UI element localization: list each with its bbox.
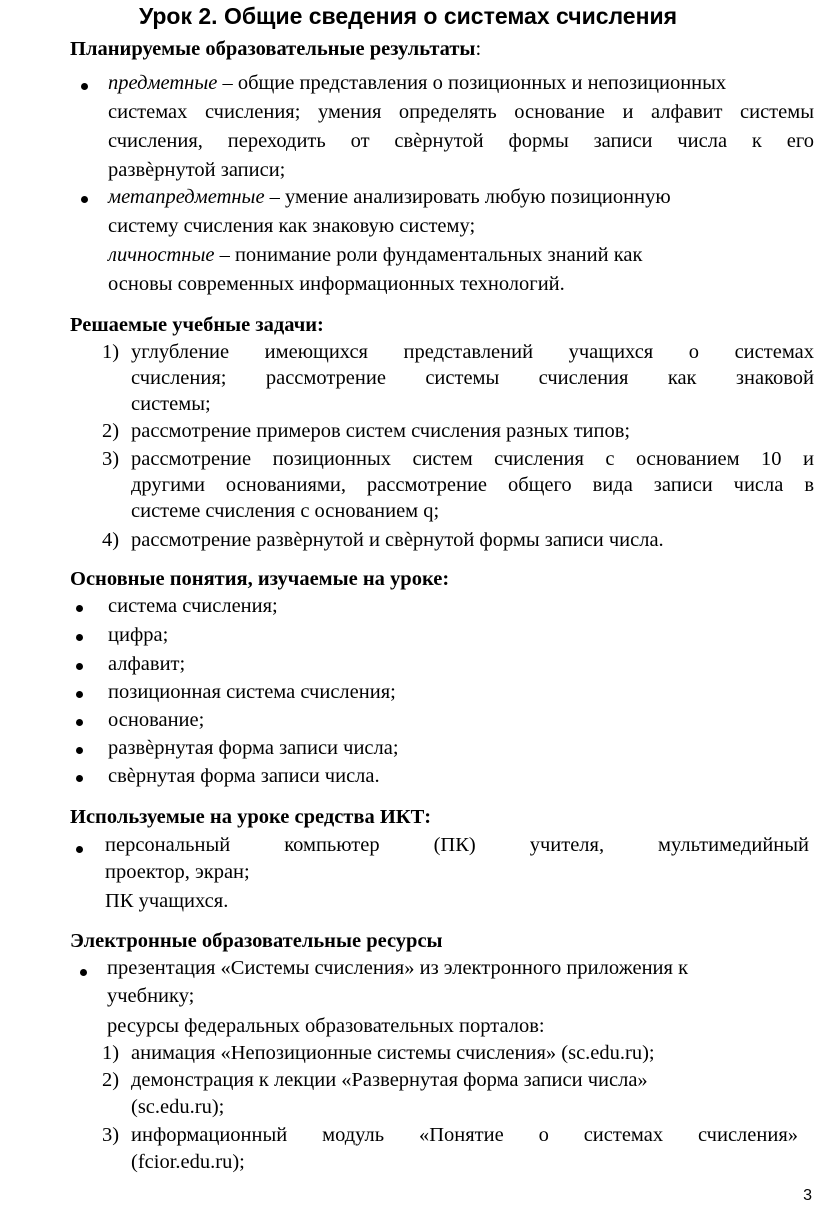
ict-heading: Используемые на уроке средства ИКТ: (70, 806, 432, 828)
resource-3-line-2: (fcior.edu.ru); (131, 1151, 245, 1173)
bullet-icon (76, 691, 83, 698)
meta-label: метапредметные (108, 186, 265, 208)
tasks-heading: Решаемые учебные задачи: (70, 314, 324, 336)
page-title: Урок 2. Общие сведения о системах счисления (138, 3, 678, 29)
results-heading-text: Планируемые образовательные результаты (70, 38, 476, 60)
subject-line-4: развѐрнутой записи; (108, 159, 286, 181)
bullet-icon (76, 634, 83, 641)
resources-heading: Электронные образовательные ресурсы (70, 930, 443, 952)
bullet-icon (76, 747, 83, 754)
bullet-icon (81, 83, 88, 90)
bullet-icon (76, 605, 83, 612)
bullet-icon (76, 719, 83, 726)
task-3-line-3: системе счисления с основанием q; (131, 500, 440, 522)
concept-item: алфавит; (108, 653, 186, 675)
concept-item: свѐрнутая форма записи числа. (108, 765, 380, 787)
resources-line-2: учебнику; (107, 985, 195, 1007)
bullet-icon (76, 775, 83, 782)
ict-line-2: проектор, экран; (105, 861, 250, 883)
resource-2-line-2: (sc.edu.ru); (131, 1096, 225, 1118)
resource-number: 3) (102, 1124, 120, 1146)
personal-line-2: основы современных информационных технологий. (108, 273, 565, 295)
resources-line-3: ресурсы федеральных образовательных порталов: (107, 1015, 545, 1037)
subject-line-1 (108, 70, 726, 96)
meta-line-2: систему счисления как знаковую систему; (108, 215, 476, 237)
subject-line-2: системах счисления; умения определять основание и алфавит системы (108, 101, 814, 123)
meta-line-1 (108, 184, 790, 210)
page-number: 3 (803, 1187, 812, 1204)
meta-text: – умение анализировать любую позиционную (264, 186, 671, 208)
task-1-line-3: системы; (131, 393, 211, 415)
resource-number: 2) (102, 1069, 120, 1091)
subject-text: – общие представления о позиционных и непозиционных (217, 72, 727, 94)
resource-2-line-1: демонстрация к лекции «Развернутая форма записи числа» (131, 1069, 648, 1091)
results-heading-colon: : (475, 38, 482, 60)
resource-3-line-1: информационный модуль «Понятие о системах счисления» (131, 1124, 798, 1146)
personal-text: – понимание роли фундаментальных знаний как (214, 244, 643, 266)
resource-1: анимация «Непозиционные системы счисления» (sc.edu.ru); (131, 1042, 655, 1064)
task-3-line-2: другими основаниями, рассмотрение общего вида записи числа в (131, 474, 814, 496)
ict-line-1: персональный компьютер (ПК) учителя, мультимедийный (105, 834, 809, 856)
results-heading (70, 36, 481, 62)
resources-line-1: презентация «Системы счисления» из электронного приложения к (107, 957, 689, 979)
task-number: 2) (102, 420, 120, 442)
concept-item: развѐрнутая форма записи числа; (108, 737, 399, 759)
subject-label: предметные (108, 72, 218, 94)
task-1-line-2: счисления; рассмотрение системы счисления как знаковой (131, 367, 814, 389)
task-number: 4) (102, 529, 120, 551)
subject-line-3: счисления, переходить от свѐрнутой формы записи числа к его (108, 130, 814, 152)
concept-item: цифра; (108, 624, 169, 646)
task-1-line-1: углубление имеющихся представлений учащихся о системах (131, 341, 814, 363)
bullet-icon (76, 663, 83, 670)
personal-line-1 (108, 242, 814, 268)
task-3-line-1: рассмотрение позиционных систем счисления с основанием 10 и (131, 448, 814, 470)
bullet-icon (81, 196, 88, 203)
concept-item: система счисления; (108, 595, 278, 617)
bullet-icon (80, 969, 87, 976)
resource-number: 1) (102, 1042, 120, 1064)
concept-item: основание; (108, 709, 205, 731)
task-number: 3) (102, 448, 120, 470)
concepts-heading: Основные понятия, изучаемые на уроке: (70, 568, 450, 590)
task-2-line-1: рассмотрение примеров систем счисления разных типов; (131, 420, 631, 442)
task-number: 1) (102, 341, 120, 363)
bullet-icon (76, 846, 83, 853)
ict-line-3: ПК учащихся. (105, 890, 229, 912)
concept-item: позиционная система счисления; (108, 681, 396, 703)
personal-label: личностные (108, 244, 215, 266)
task-4-line-1: рассмотрение развѐрнутой и свѐрнутой формы записи числа. (131, 529, 664, 551)
